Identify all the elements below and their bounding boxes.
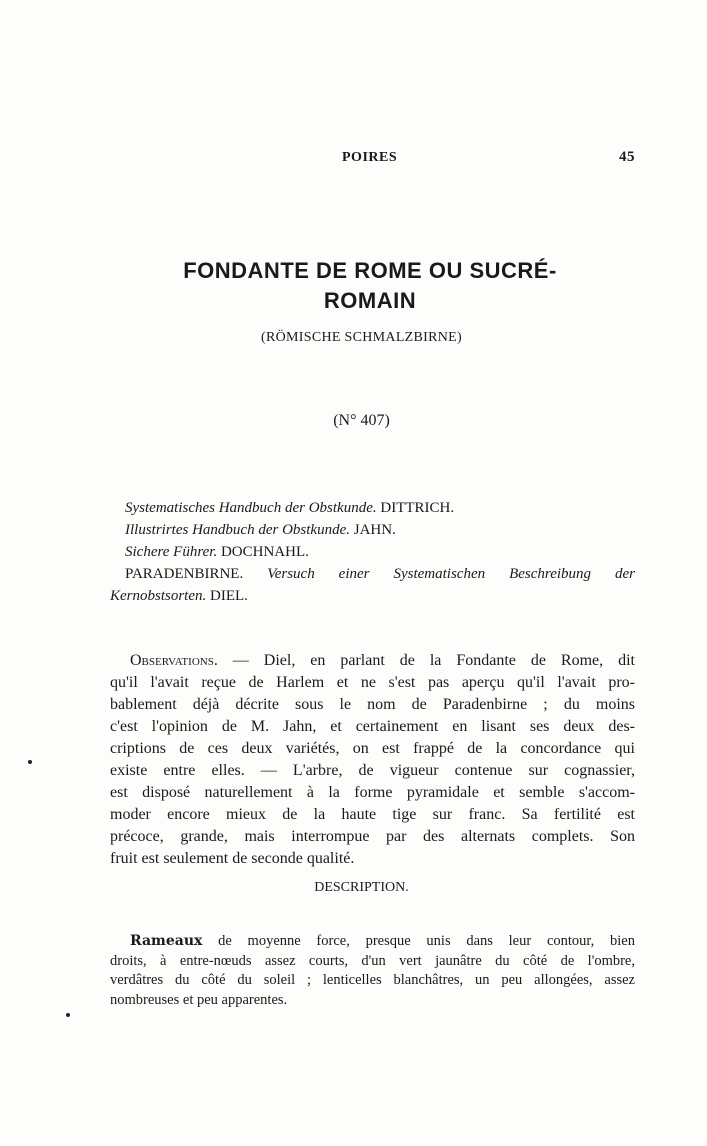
page-number: 45 [619,149,635,165]
observations-paragraph: Observations. — Diel, en parlant de la Fondante de Rome, dit qu'il l'avait reçue de Harlem et ne s'est pas aperçu qu'il l'avait pro- bablement déjà décrite sous le nom de Paradenbirne ; du moins c'est l'opinion de M. Jahn, et certainement en lisant ses deux des- criptions de ces deux variétés, on est frappé de la concordance qui existe entre elles. — L'arbre, de vigueur contenue sur cognassier, est disposé naturellement à la forme pyramidale et semble s'accom- moder encore mieux de la haute tige sur franc. Sa fertilité est précoce, grande, mais interrompue par des alternats complets. Son fruit est seulement de seconde qualité. [110,652,635,867]
observations-label: Observations. [130,652,218,669]
reference-continued: Kernobstsorten. DIEL. [110,588,248,604]
reference: PARADENBIRNE. Versuch einer Systematischen Beschreibung der [125,566,635,582]
variety-number: (N° 407) [333,412,390,429]
description-term: Rameaux [130,933,203,949]
subtitle: (RÖMISCHE SCHMALZBIRNE) [261,330,462,345]
scan-speck [28,760,32,764]
scan-speck [66,1013,70,1017]
reference: Sichere Führer. DOCHNAHL. [125,544,309,560]
description-heading: DESCRIPTION. [314,880,409,895]
reference: Illustrirtes Handbuch der Obstkunde. JAHN. [125,522,396,538]
description-paragraph: Rameaux de moyenne force, presque unis dans leur contour, bien droits, à entre-nœuds assez courts, d'un vert jaunâtre du côté de l'ombre, verdâtres du côté du soleil ; lenticelles blanchâtres, un peu allongées, assez nombreuses et peu apparentes. [110,933,635,1008]
running-title: POIRES [342,150,398,165]
page-title: FONDANTE DE ROME OU SUCRÉ-ROMAIN [183,258,557,313]
references [110,497,635,607]
reference: Systematisches Handbuch der Obstkunde. DITTRICH. [125,500,455,516]
